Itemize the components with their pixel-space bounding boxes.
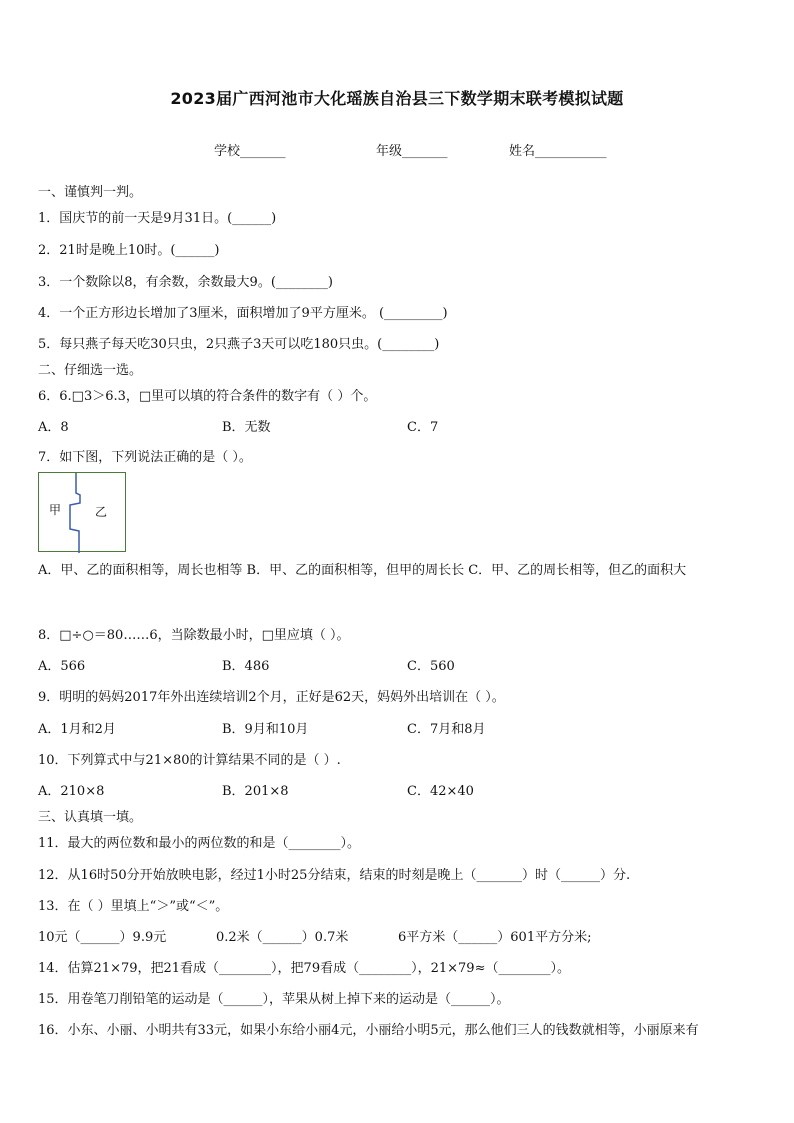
question-6: 6．6.□3＞6.3，□里可以填的符合条件的数字有（ ）个。 — [38, 389, 377, 404]
q8-option-a: A．566 — [38, 659, 86, 674]
q6-option-b: B．无数 — [222, 420, 271, 435]
grade-field: 年级_______ — [376, 144, 448, 159]
question-2: 2．21时是晚上10时。(______) — [38, 243, 220, 258]
question-14: 14．估算21×79，把21看成（________），把79看成（________），21×79≈（________）。 — [38, 961, 570, 976]
name-field: 姓名___________ — [509, 144, 607, 159]
question-16: 16．小东、小丽、小明共有33元，如果小东给小丽4元，小丽给小明5元，那么他们三人的钱数就相等，小丽原来有 — [38, 1023, 699, 1038]
section-heading-3: 三、认真填一填。 — [38, 810, 143, 825]
q13-item-3: 6平方米（______）601平方分米; — [398, 930, 592, 945]
q9-option-a: A．1月和2月 — [38, 722, 116, 737]
question-5: 5．每只燕子每天吃30只虫，2只燕子3天可以吃180只虫。(________) — [38, 337, 440, 352]
question-11: 11．最大的两位数和最小的两位数的和是（________）。 — [38, 836, 361, 851]
q10-option-b: B．201×8 — [222, 784, 289, 799]
question-12: 12．从16时50分开始放映电影，经过1小时25分结束，结束的时刻是晚上（_______）时（______）分. — [38, 868, 631, 883]
section-heading-1: 一、谨慎判一判。 — [38, 185, 143, 200]
q6-option-a: A．8 — [38, 420, 69, 435]
question-7: 7．如下图，下列说法正确的是（ ）。 — [38, 450, 252, 465]
q8-option-c: C．560 — [407, 659, 455, 674]
question-10: 10．下列算式中与21×80的计算结果不同的是（ ）. — [38, 753, 341, 768]
q13-item-1: 10元（______）9.9元 — [38, 930, 167, 945]
q13-item-2: 0.2米（______）0.7米 — [216, 930, 349, 945]
question-1: 1．国庆节的前一天是9月31日。(______) — [38, 211, 277, 226]
q9-option-b: B．9月和10月 — [222, 722, 309, 737]
q7-options: A．甲、乙的面积相等，周长也相等 B．甲、乙的面积相等，但甲的周长长 C．甲、乙的周长相等，但乙的面积大 — [38, 563, 687, 578]
school-field: 学校_______ — [214, 144, 286, 159]
question-15: 15．用卷笔刀削铅笔的运动是（______），苹果从树上掉下来的运动是（______）。 — [38, 992, 510, 1007]
q8-option-b: B．486 — [222, 659, 270, 674]
q7-figure — [38, 472, 126, 552]
q10-option-a: A．210×8 — [38, 784, 105, 799]
section-heading-2: 二、仔细选一选。 — [38, 363, 143, 378]
q6-option-c: C．7 — [407, 420, 439, 435]
question-13: 13．在（ ）里填上“＞”或“＜”。 — [38, 899, 229, 914]
question-4: 4．一个正方形边长增加了3厘米，面积增加了9平方厘米。 (_________) — [38, 306, 448, 321]
q9-option-c: C．7月和8月 — [407, 722, 486, 737]
question-3: 3．一个数除以8，有余数，余数最大9。(________) — [38, 275, 333, 290]
q7-label-yi: 乙 — [95, 505, 108, 519]
page-title: 2023届广西河池市大化瑶族自治县三下数学期末联考模拟试题 — [170, 89, 624, 108]
question-9: 9．明明的妈妈2017年外出连续培训2个月，正好是62天，妈妈外出培训在（ ）。 — [38, 690, 505, 705]
q10-option-c: C．42×40 — [407, 784, 474, 799]
question-8: 8．□÷○＝80……6，当除数最小时，□里应填（ ）。 — [38, 628, 350, 643]
q7-label-jia: 甲 — [49, 503, 62, 517]
